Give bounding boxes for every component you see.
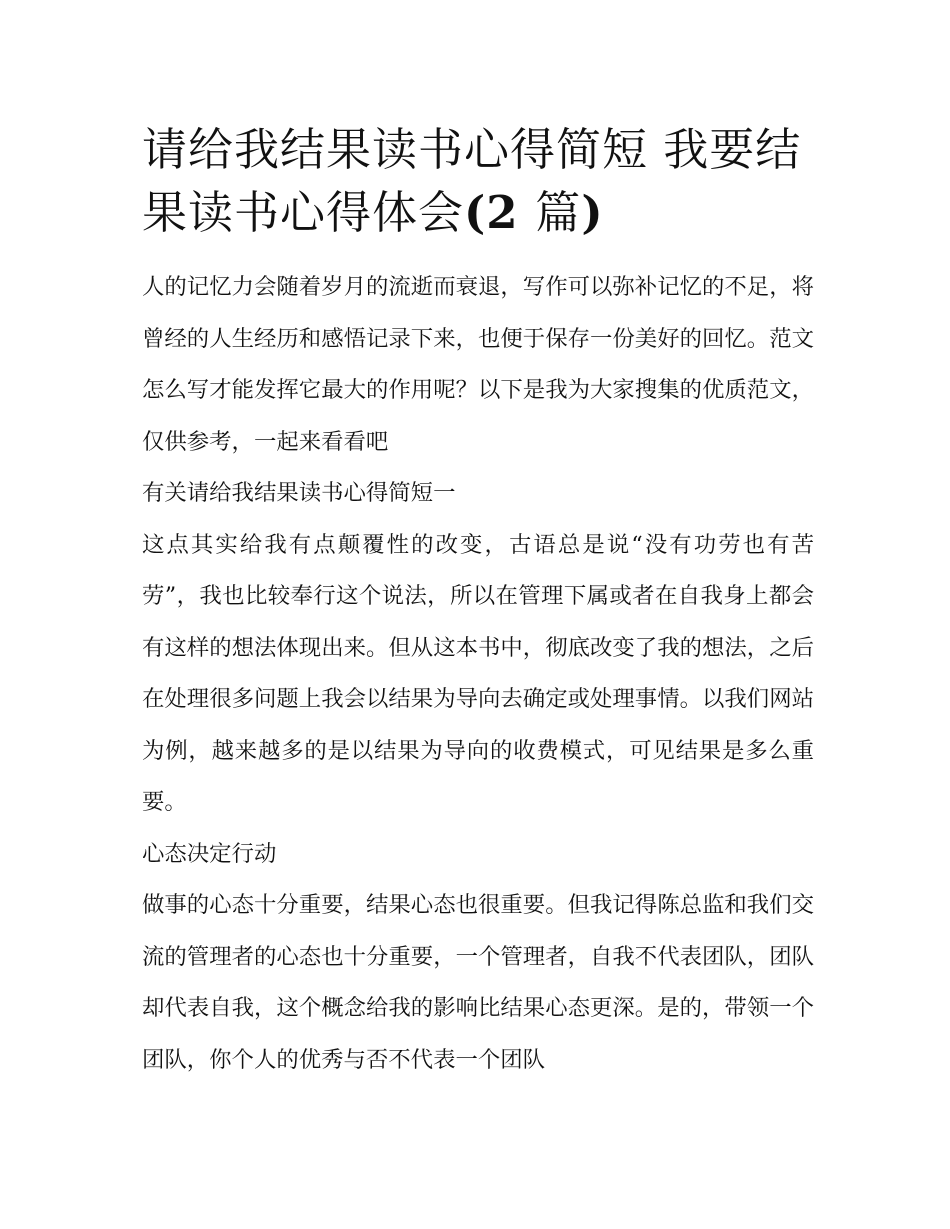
section-heading-1: 有关请给我结果读书心得简短一 (142, 480, 456, 506)
title-count-unit: 篇 (535, 186, 582, 239)
title-text: 请给我结果读书心得简短 我要结果读书心得体会 (142, 123, 802, 239)
title-count-open: (2 (464, 186, 536, 239)
section-paragraph-2: 做事的心态十分重要，结果心态也很重要。但我记得陈总监和我们交流的管理者的心态也十分重要，一个管理者，自我不代表团队，团队却代表自我，这个概念给我的影响比结果心态更深。是的，带领一个团队，你个人的优秀与否不代表一个团队 (142, 892, 814, 1073)
section-paragraph-1: 这点其实给我有点颠覆性的改变，古语总是说“没有功劳也有苦劳”，我也比较奉行这个说法，所以在管理下属或者在自我身上都会有这样的想法体现出来。但从这本书中，彻底改变了我的想法，之后在处理很多问题上我会以结果为导向去确定或处理事情。以我们网站为例，越来越多的是以结果为导向的收费模式，可见结果是多么重要。 (142, 531, 814, 815)
section-heading-2: 心态决定行动 (142, 840, 277, 867)
title-count-close: ) (581, 186, 604, 239)
intro-paragraph: 人的记忆力会随着岁月的流逝而衰退，写作可以弥补记忆的不足，将曾经的人生经历和感悟记录下来，也便于保存一份美好的回忆。范文怎么写才能发挥它最大的作用呢？以下是我为大家搜集的优质范文，仅供参考，一起来看看吧 (142, 274, 814, 455)
document-page (142, 118, 814, 1086)
document-title (142, 118, 814, 244)
